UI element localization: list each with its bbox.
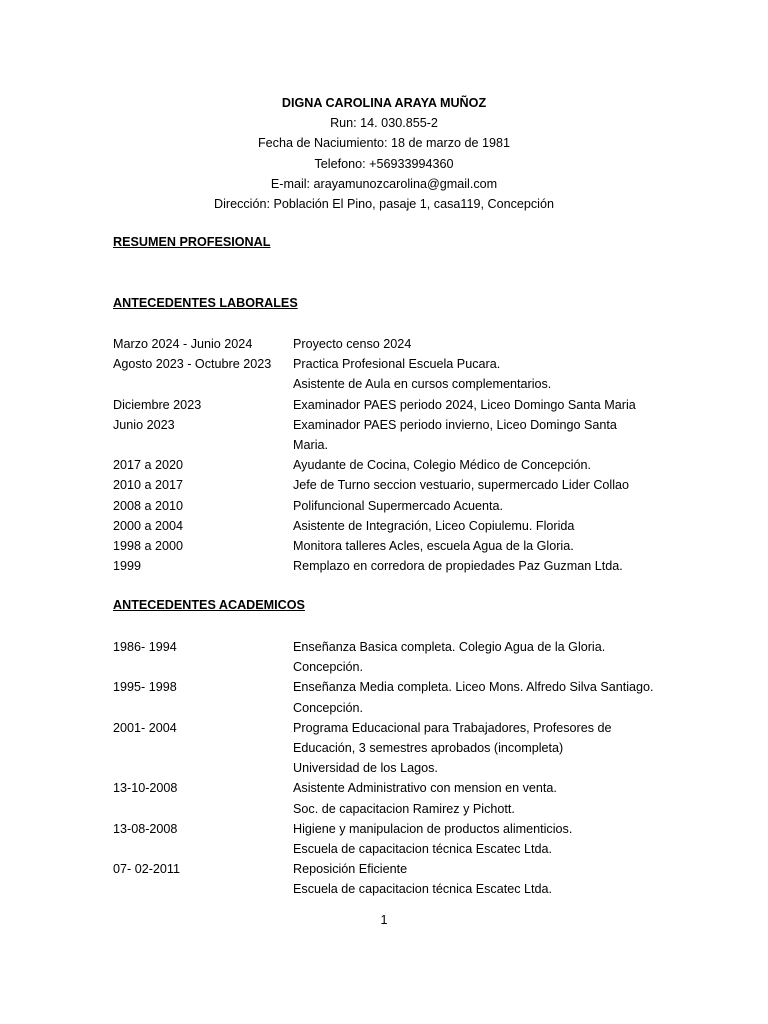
academic-entry xyxy=(113,859,673,899)
academic-line: Concepción. xyxy=(293,700,364,715)
academic-entry xyxy=(113,819,673,859)
academic-line: Escuela de capacitacion técnica Escatec Ltda. xyxy=(293,882,553,897)
work-entry xyxy=(113,556,673,576)
full-name: DIGNA CAROLINA ARAYA MUÑOZ xyxy=(281,96,487,110)
academic-line: Higiene y manipulacion de productos alimenticios. xyxy=(293,821,573,836)
academic-entry xyxy=(113,778,673,818)
academic-description xyxy=(293,637,673,677)
academic-entry xyxy=(113,677,673,717)
work-period: Junio 2023 xyxy=(113,417,175,432)
work-line: Examinador PAES periodo 2024, Liceo Domingo Santa Maria xyxy=(293,397,636,412)
academic-line: Enseñanza Media completa. Liceo Mons. Alfredo Silva Santiago. xyxy=(293,680,654,695)
email-address: E-mail: arayamunozcarolina@gmail.com xyxy=(270,176,498,191)
academic-line: Soc. de capacitacion Ramirez y Pichott. xyxy=(293,801,515,816)
work-line: Maria. xyxy=(293,438,328,453)
academic-line: Programa Educacional para Trabajadores, Profesores de xyxy=(293,720,612,735)
academic-entry xyxy=(113,718,673,779)
run-number: Run: 14. 030.855-2 xyxy=(330,116,438,131)
work-line: Asistente de Aula en cursos complementarios. xyxy=(293,377,552,392)
work-description xyxy=(293,334,673,354)
academic-period: 13-08-2008 xyxy=(113,821,178,836)
work-history-list xyxy=(113,334,673,576)
work-period: 1998 a 2000 xyxy=(113,539,184,554)
work-description xyxy=(293,496,673,516)
academic-line: Enseñanza Basica completa. Colegio Agua de la Gloria. xyxy=(293,640,606,654)
work-line: Jefe de Turno seccion vestuario, supermercado Lider Collao xyxy=(293,478,630,493)
work-description xyxy=(293,556,673,576)
phone-number: Telefono: +56933994360 xyxy=(314,156,454,171)
work-period: Marzo 2024 - Junio 2024 xyxy=(113,337,253,351)
work-description xyxy=(293,516,673,536)
page-number: 1 xyxy=(380,913,388,927)
work-entry xyxy=(113,455,673,475)
academic-description xyxy=(293,778,673,818)
academic-section-title: ANTECEDENTES ACADEMICOS xyxy=(113,598,305,612)
work-line: Examinador PAES periodo invierno, Liceo Domingo Santa xyxy=(293,417,617,432)
work-description xyxy=(293,475,673,495)
work-line: Practica Profesional Escuela Pucara. xyxy=(293,357,501,372)
academic-description xyxy=(293,718,673,779)
work-entry xyxy=(113,536,673,556)
work-line: Monitora talleres Acles, escuela Agua de la Gloria. xyxy=(293,539,574,554)
work-entry xyxy=(113,354,673,394)
work-line: Polifuncional Supermercado Acuenta. xyxy=(293,498,504,513)
academic-period: 1986- 1994 xyxy=(113,640,177,654)
academic-line: Educación, 3 semestres aprobados (incompleta) xyxy=(293,741,564,756)
work-line: Asistente de Integración, Liceo Copiulemu. Florida xyxy=(293,518,575,533)
academic-history-list xyxy=(113,637,673,900)
work-period: Diciembre 2023 xyxy=(113,397,202,412)
work-period: 2008 a 2010 xyxy=(113,498,184,513)
work-period: 2017 a 2020 xyxy=(113,458,184,473)
academic-line: Universidad de los Lagos. xyxy=(293,761,438,776)
work-entry xyxy=(113,395,673,415)
academic-period: 2001- 2004 xyxy=(113,720,177,735)
work-entry xyxy=(113,334,673,354)
work-entry xyxy=(113,496,673,516)
work-period: Agosto 2023 - Octubre 2023 xyxy=(113,357,272,372)
academic-period: 07- 02-2011 xyxy=(113,862,180,877)
contact-header xyxy=(0,93,768,214)
academic-period: 13-10-2008 xyxy=(113,781,178,796)
work-description xyxy=(293,415,673,455)
academic-description xyxy=(293,677,673,717)
academic-description xyxy=(293,859,673,899)
work-description xyxy=(293,536,673,556)
work-period: 2000 a 2004 xyxy=(113,518,184,533)
academic-period: 1995- 1998 xyxy=(113,680,177,695)
postal-address: Dirección: Población El Pino, pasaje 1, casa119, Concepción xyxy=(213,197,554,212)
summary-section-title: RESUMEN PROFESIONAL xyxy=(113,235,271,249)
work-line: Proyecto censo 2024 xyxy=(293,337,412,351)
work-section-title: ANTECEDENTES LABORALES xyxy=(113,296,298,310)
work-line: Ayudante de Cocina, Colegio Médico de Concepción. xyxy=(293,458,592,473)
work-entry xyxy=(113,415,673,455)
work-description xyxy=(293,395,673,415)
work-period: 2010 a 2017 xyxy=(113,478,184,493)
work-description xyxy=(293,354,673,394)
academic-line: Concepción. xyxy=(293,660,364,675)
academic-line: Asistente Administrativo con mension en venta. xyxy=(293,781,557,796)
academic-line: Reposición Eficiente xyxy=(293,862,408,877)
academic-entry xyxy=(113,637,673,677)
birth-date: Fecha de Naciumiento: 18 de marzo de 1981 xyxy=(257,136,511,151)
work-entry xyxy=(113,516,673,536)
work-description xyxy=(293,455,673,475)
work-line: Remplazo en corredora de propiedades Paz Guzman Ltda. xyxy=(293,559,623,574)
work-period: 1999 xyxy=(113,559,142,574)
work-entry xyxy=(113,475,673,495)
academic-description xyxy=(293,819,673,859)
academic-line: Escuela de capacitacion técnica Escatec Ltda. xyxy=(293,842,553,857)
